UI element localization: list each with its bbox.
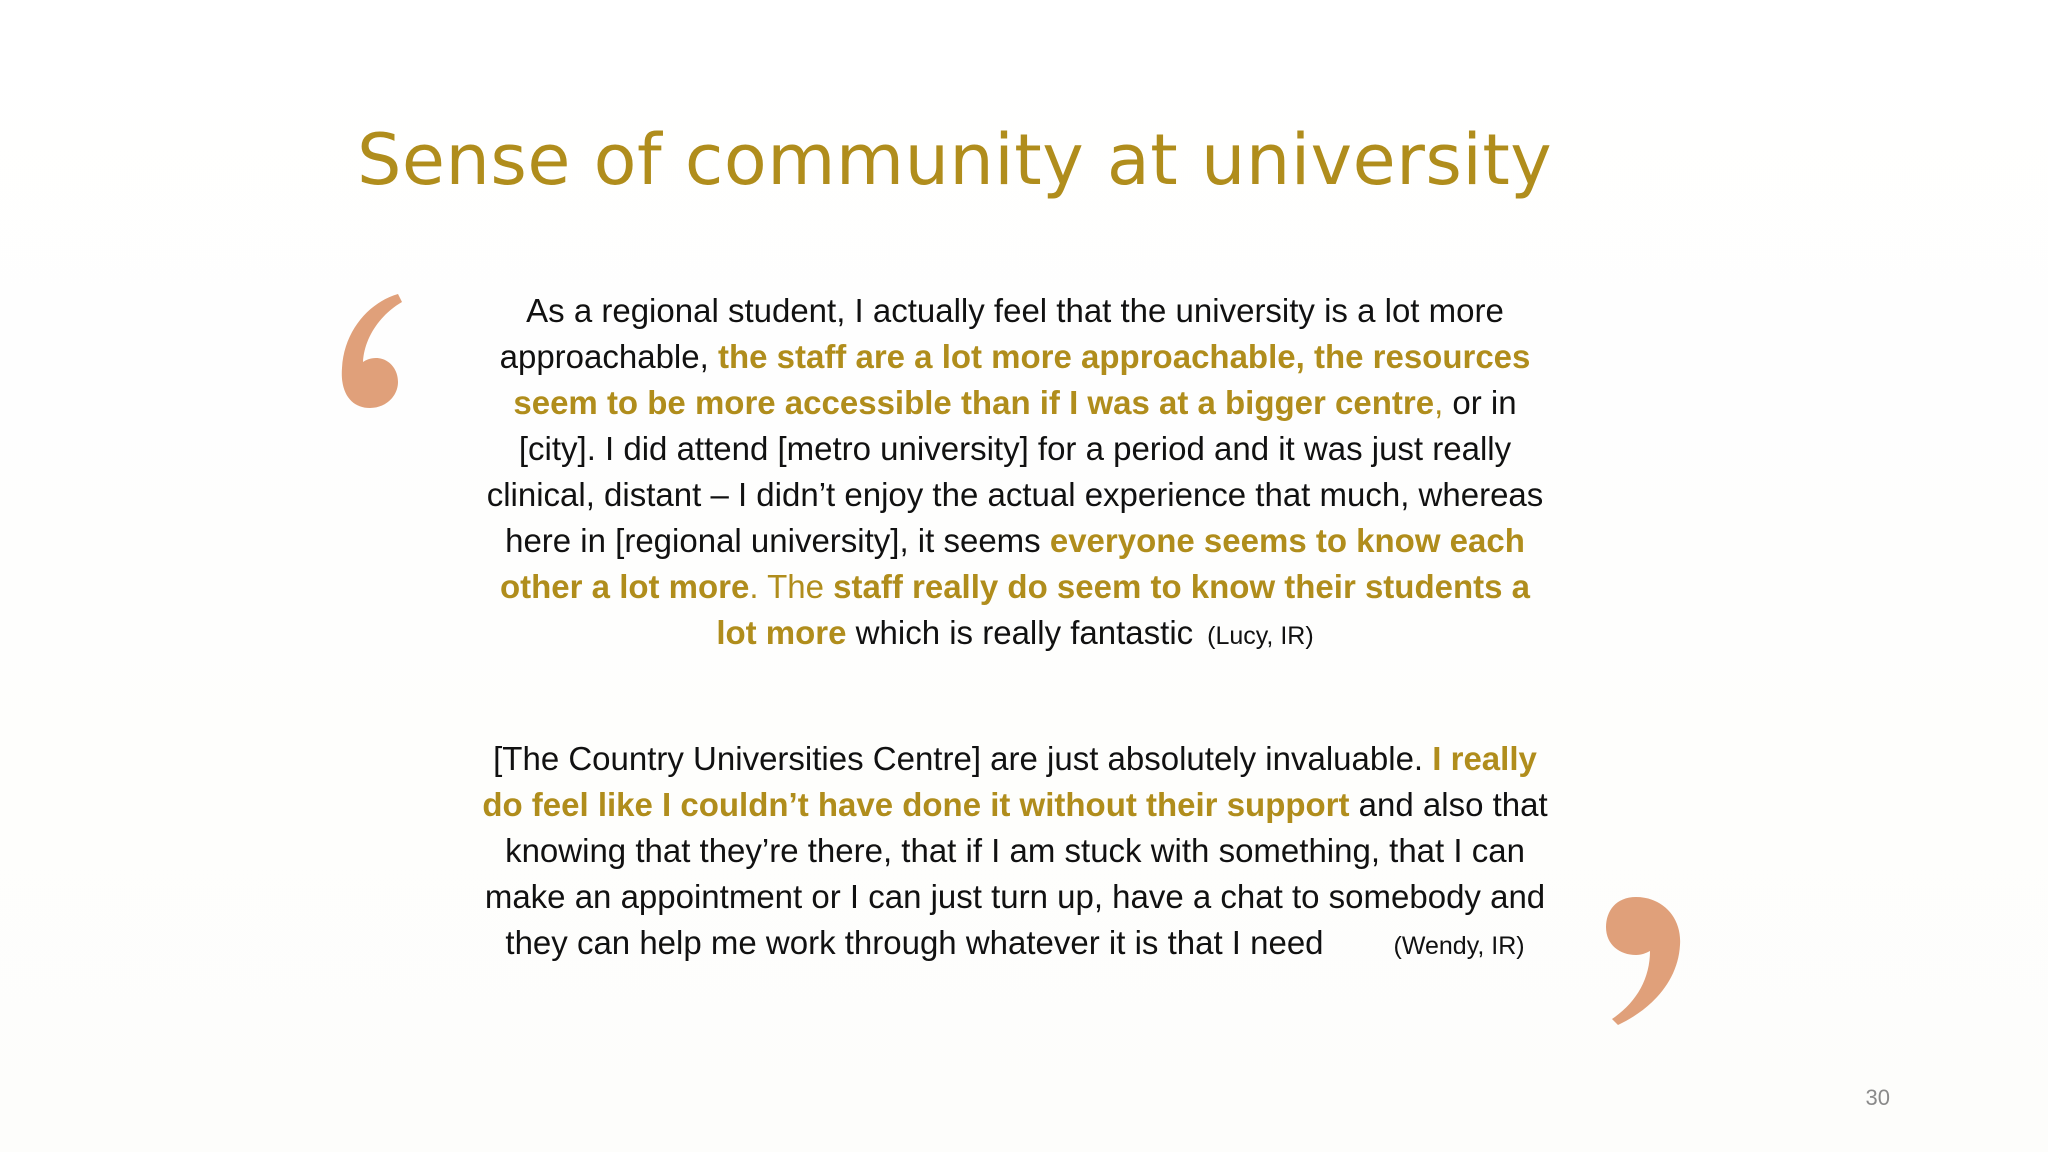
highlighted-punctuation: , (1434, 384, 1444, 421)
highlighted-text: I really do feel like I couldn’t have done it without their support (482, 740, 1537, 823)
quote-lucy (480, 288, 1550, 659)
open-quote-icon (330, 290, 420, 430)
quote-text: As a regional student, I actually feel that the university is a lot more approachable, (499, 292, 1504, 375)
highlighted-text: the staff are a lot more approachable, the resources seem to be more accessible than if I was at a bigger centre (513, 338, 1531, 421)
close-quote-shape (1606, 897, 1680, 1025)
highlighted-text: everyone seems to know each other a lot more (500, 522, 1525, 605)
quote-text: which is really fantastic (846, 614, 1194, 651)
slide-title: Sense of community at university (357, 119, 1553, 201)
close-quote-icon (1600, 895, 1690, 1035)
page-number: 30 (1865, 1085, 1890, 1110)
quote-text: [The Country Universities Centre] are just absolutely invaluable. (493, 740, 1433, 777)
quote-text: and also that knowing that they’re there, that if I am stuck with something, that I can make an appointment or I can just turn up, have a chat to somebody and they can help me work through whatever it is that I need (484, 786, 1548, 961)
open-quote-shape (342, 294, 402, 408)
quote-attribution: (Wendy, IR) (1393, 932, 1525, 960)
quote-wendy (480, 736, 1550, 969)
quote-text: . The (749, 568, 834, 605)
highlighted-text: staff really do seem to know their students a lot more (716, 568, 1530, 651)
quote-text: or in [city]. I did attend [metro university] for a period and it was just really clinical, distant – I didn’t enjoy the actual experience that much, whereas here in [regional university], it seems (486, 384, 1544, 559)
quote-attribution: (Lucy, IR) (1207, 622, 1314, 650)
